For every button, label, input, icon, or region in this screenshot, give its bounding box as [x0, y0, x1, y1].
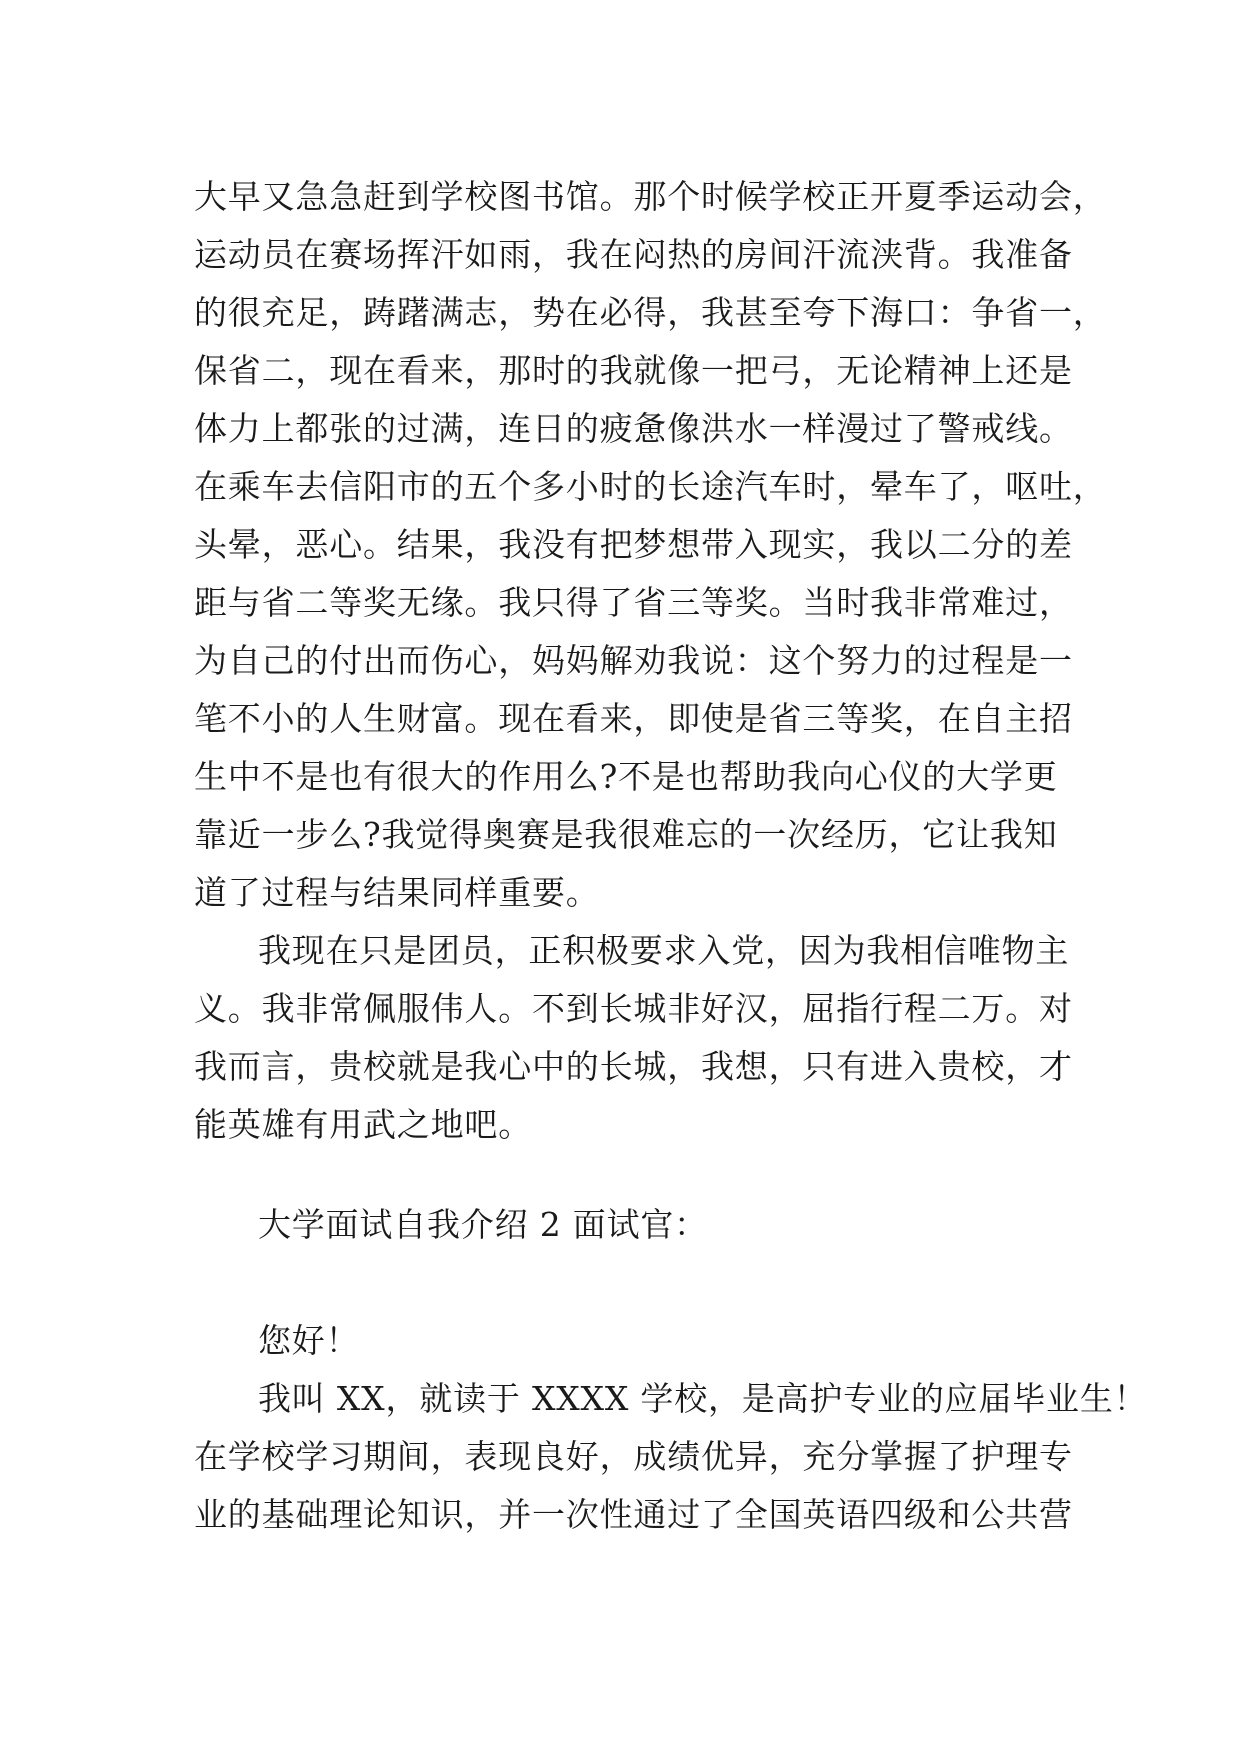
text-line: 靠近一步么?我觉得奥赛是我很难忘的一次经历，它让我知 — [194, 815, 1058, 854]
text-line: 我现在只是团员，正积极要求入党，因为我相信唯物主 — [258, 931, 1070, 970]
text-line: 距与省二等奖无缘。我只得了省三等奖。当时我非常难过， — [194, 583, 1073, 622]
text-line: 我叫 XX，就读于 XXXX 学校，是高护专业的应届毕业生！ — [258, 1379, 1148, 1418]
text-line: 我而言，贵校就是我心中的长城，我想，只有进入贵校，才 — [194, 1047, 1073, 1086]
text-line: 的很充足，踌躇满志，势在必得，我甚至夸下海口：争省一， — [194, 293, 1107, 332]
paragraph-3 — [194, 1370, 1148, 1544]
text-line: 义。我非常佩服伟人。不到长城非好汉，屈指行程二万。对 — [194, 989, 1073, 1028]
text-line: 头晕，恶心。结果，我没有把梦想带入现实，我以二分的差 — [194, 525, 1073, 564]
text-line: 为自己的付出而伤心，妈妈解劝我说：这个努力的过程是一 — [194, 641, 1073, 680]
text-line: 大早又急急赶到学校图书馆。那个时候学校正开夏季运动会， — [194, 177, 1107, 216]
text-line: 能英雄有用武之地吧。 — [194, 1105, 532, 1144]
text-line: 在学校学习期间，表现良好，成绩优异，充分掌握了护理专 — [194, 1437, 1073, 1476]
text-line: 在乘车去信阳市的五个多小时的长途汽车时，晕车了，呕吐， — [194, 467, 1107, 506]
text-line: 生中不是也有很大的作用么?不是也帮助我向心仪的大学更 — [194, 757, 1058, 796]
greeting: 您好！ — [258, 1321, 360, 1360]
text-line: 道了过程与结果同样重要。 — [194, 873, 600, 912]
document-body — [194, 168, 1148, 1544]
text-line: 保省二，现在看来，那时的我就像一把弓，无论精神上还是 — [194, 351, 1073, 390]
text-line: 业的基础理论知识，并一次性通过了全国英语四级和公共营 — [194, 1495, 1073, 1534]
text-line: 运动员在赛场挥汗如雨，我在闷热的房间汗流浃背。我准备 — [194, 235, 1073, 274]
text-line: 体力上都张的过满，连日的疲惫像洪水一样漫过了警戒线。 — [194, 409, 1073, 448]
section-heading: 大学面试自我介绍 2 面试官： — [258, 1205, 708, 1244]
paragraph-1 — [194, 168, 1107, 922]
paragraph-2 — [194, 922, 1094, 1154]
text-line: 笔不小的人生财富。现在看来，即使是省三等奖，在自主招 — [194, 699, 1073, 738]
